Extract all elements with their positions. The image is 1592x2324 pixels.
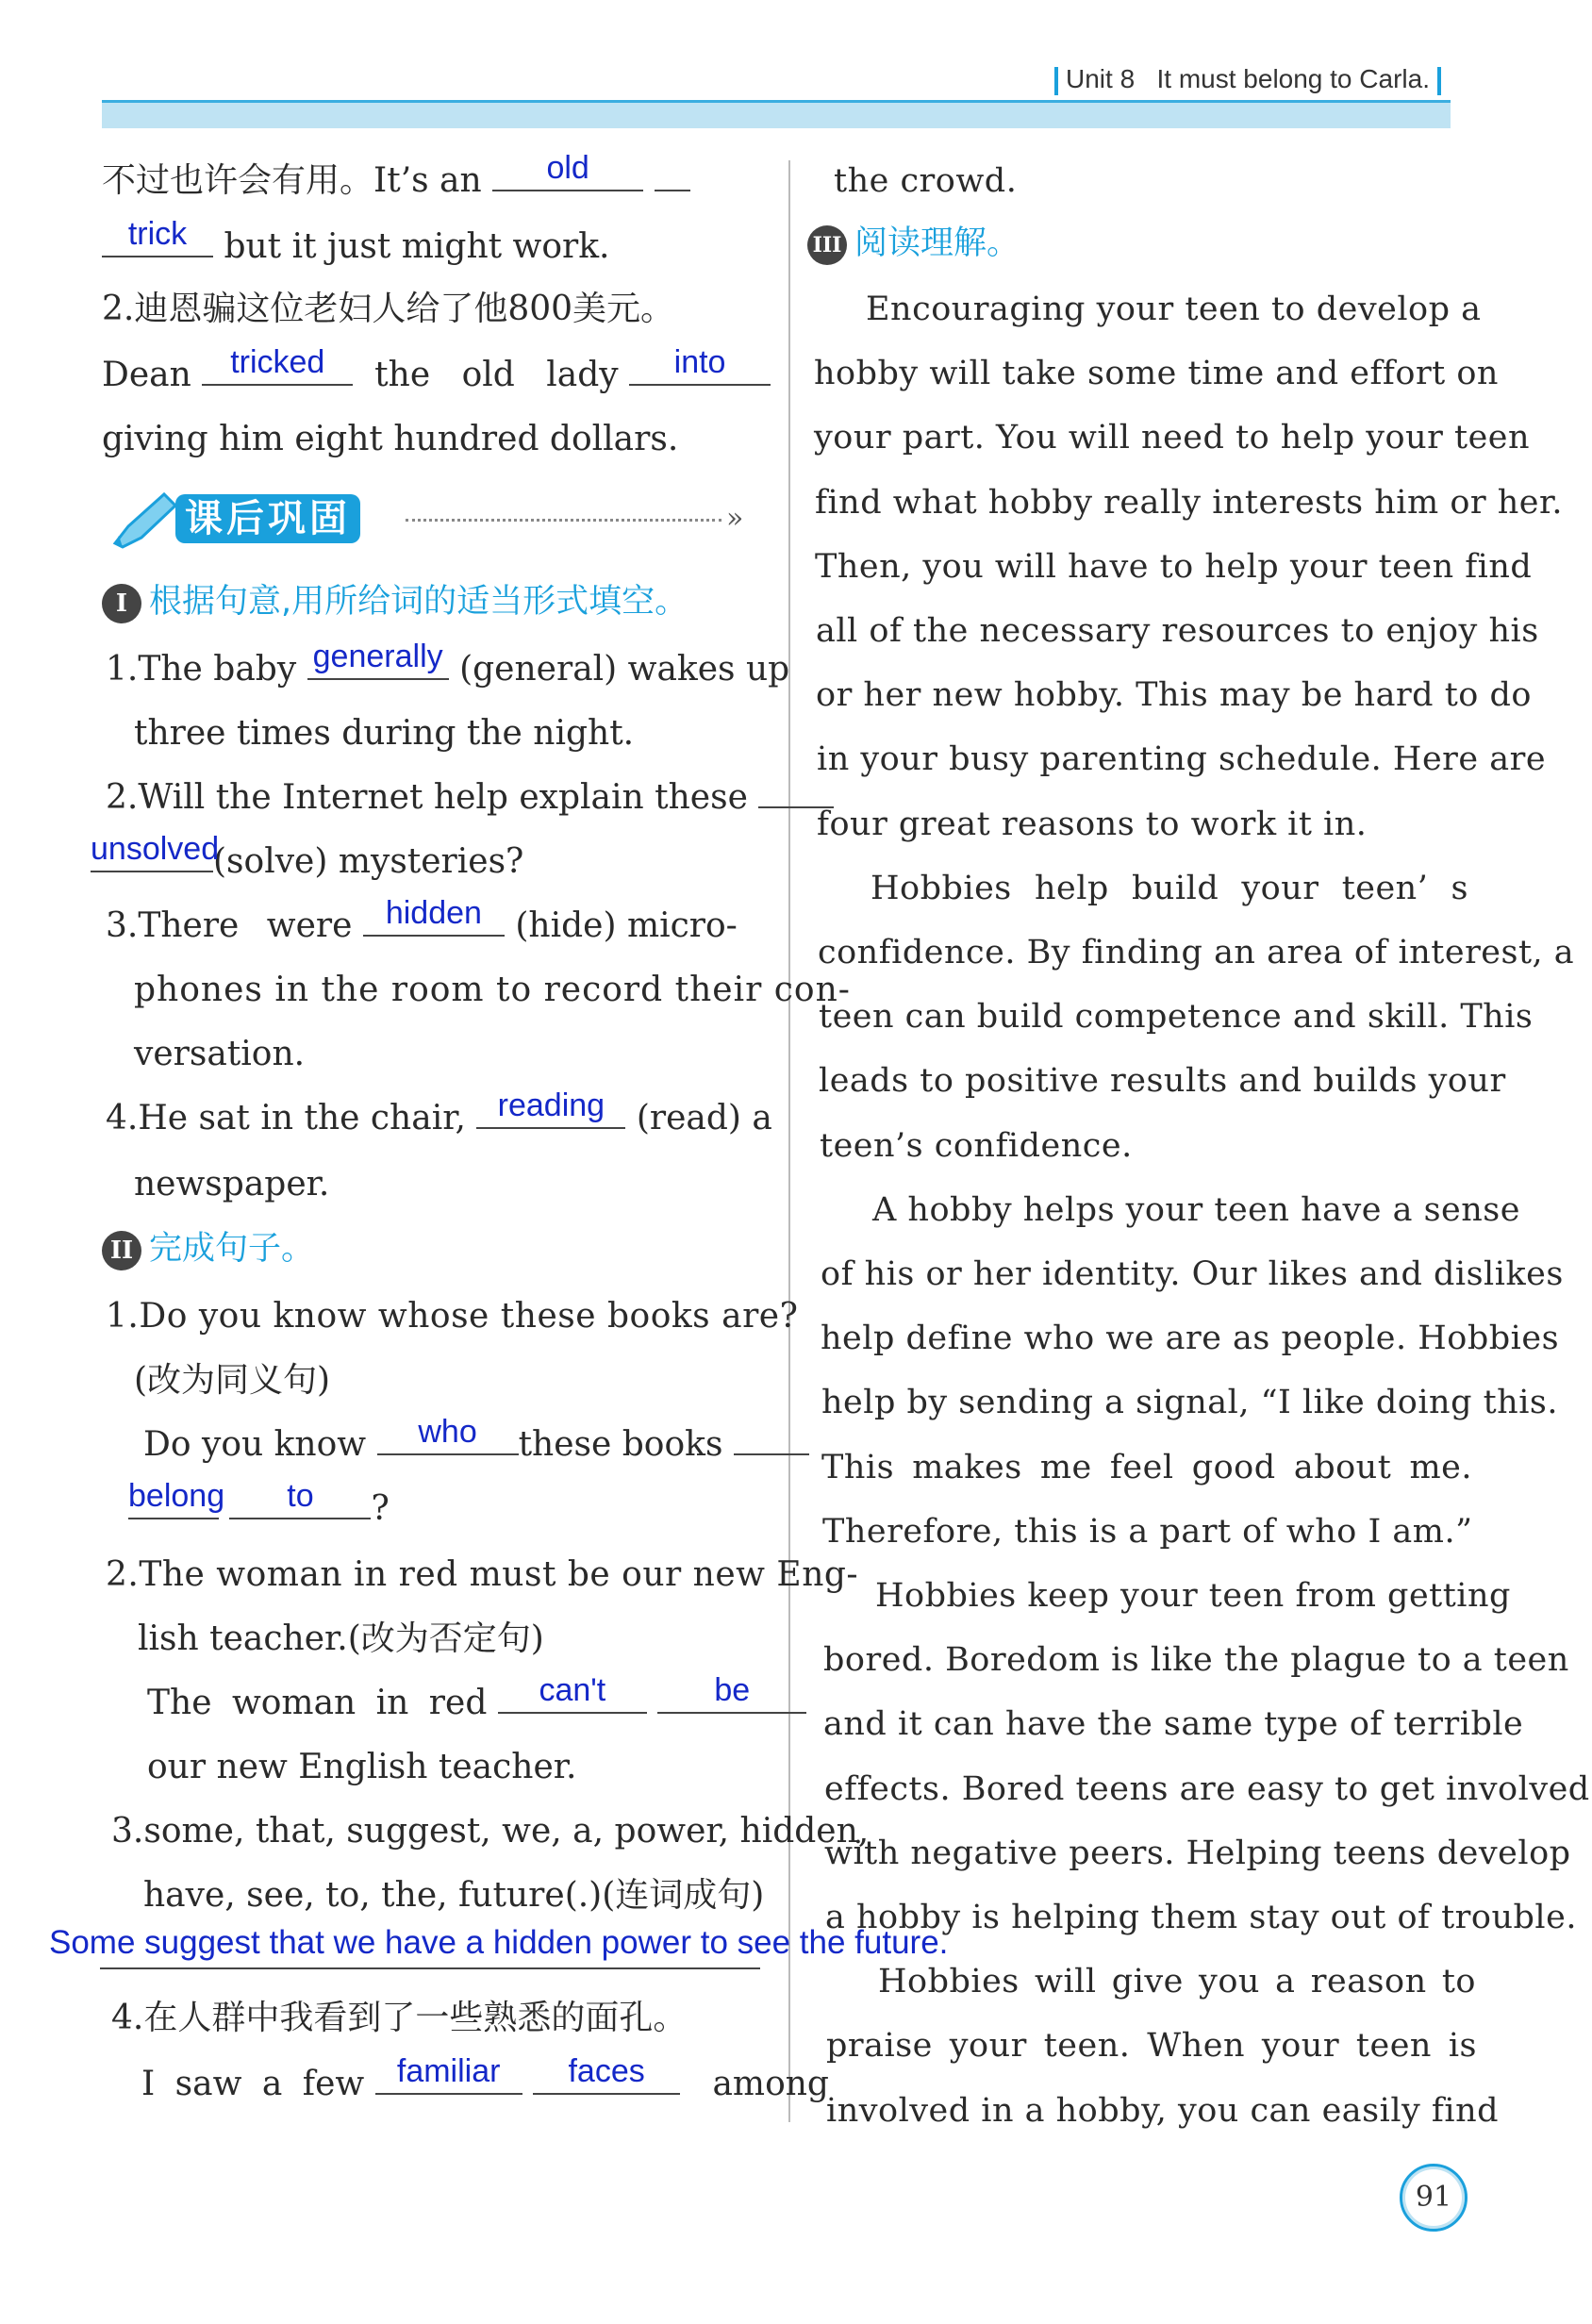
passage-line: your part. You will need to help your teen: [814, 419, 1531, 457]
passage-line: or her new hobby. This may be hard to do: [816, 676, 1532, 715]
page-number: 91: [1415, 2181, 1452, 2214]
s2-q3-answer[interactable]: Some suggest that we have a hidden power to see the future.: [49, 1924, 949, 1961]
left-line-1: 不过也许会有用。It’s an old: [102, 160, 690, 202]
passage-line: Then, you will have to help your teen find: [815, 547, 1533, 586]
blank-to[interactable]: to: [229, 1489, 371, 1519]
s1-q3-line2: phones in the room to record their con-: [134, 971, 851, 1009]
blank-unsolved[interactable]: unsolved: [91, 842, 213, 872]
s2-q2-line2: lish teacher.(改为否定句): [138, 1619, 544, 1658]
passage-line: involved in a hobby, you can easily find: [826, 2091, 1500, 2130]
passage-line: Hobbies keep your teen from getting: [875, 1577, 1511, 1615]
passage-line: hobby will take some time and effort on: [814, 355, 1499, 393]
passage-line: praise your teen. When your teen is: [826, 2027, 1477, 2066]
passage-line: four great reasons to work it in.: [817, 805, 1368, 843]
passage-line: teen’s confidence.: [820, 1126, 1133, 1165]
passage-line: all of the necessary resources to enjoy his: [816, 612, 1539, 650]
header-title: [1054, 64, 1441, 95]
passage-line: Hobbies help build your teen’ s: [871, 869, 1468, 907]
passage-line: leads to positive results and builds your: [819, 1062, 1506, 1101]
passage-line: This makes me feel good about me.: [821, 1448, 1472, 1486]
passage-line: help define who we are as people. Hobbies: [821, 1320, 1560, 1358]
left-line-2: trick but it just might work.: [102, 226, 610, 268]
s1-q3-line1: 3.There were hidden (hide) micro-: [106, 895, 738, 945]
s2-q2-line4: our new English teacher.: [147, 1748, 577, 1786]
s2-q2-line1: 2.The woman in red must be our new Eng-: [106, 1555, 859, 1594]
passage-line: teen can build competence and skill. This: [819, 998, 1534, 1037]
blank-be[interactable]: be: [657, 1684, 806, 1714]
s2-q1-line4: belong to ?: [128, 1478, 390, 1528]
s1-q3-line3: versation.: [134, 1035, 306, 1073]
passage-line: confidence. By finding an area of interest, a: [818, 934, 1575, 971]
section-3-title: III 阅读理解。: [807, 223, 1020, 265]
section-1-title: I 根据句意,用所给词的适当形式填空。: [102, 581, 688, 623]
s2-q2-line3: The woman in red can't be: [147, 1683, 806, 1724]
s2-q3-line1: 3.some, that, suggest, we, a, power, hidden,: [111, 1812, 870, 1851]
blank-belong[interactable]: belong: [128, 1489, 219, 1519]
blank-hidden[interactable]: hidden: [363, 906, 505, 937]
passage-line: a hobby is helping them stay out of trouble.: [825, 1899, 1577, 1936]
s2-q1-line1: 1.Do you know whose these books are?: [106, 1297, 799, 1336]
s2-q4-line2: I saw a few familiar faces among: [141, 2053, 829, 2103]
pencil-icon: [106, 489, 181, 549]
passage-line: bored. Boredom is like the plague to a teen: [823, 1641, 1569, 1680]
s1-q2-line1: 2.Will the Internet help explain these: [106, 777, 834, 819]
passage-line: Encouraging your teen to develop a: [866, 290, 1482, 328]
roman-2: II: [102, 1231, 141, 1270]
passage-line: and it can have the same type of terrible: [823, 1705, 1524, 1744]
blank-trick[interactable]: trick: [102, 227, 213, 257]
s2-q3-answer-line: [100, 1967, 760, 1969]
passage-line: A hobby helps your teen have a sense: [872, 1190, 1520, 1229]
blank-generally[interactable]: generally: [307, 650, 449, 680]
blank-familiar[interactable]: familiar: [375, 2065, 522, 2095]
passage-line: of his or her identity. Our likes and dislikes: [821, 1255, 1564, 1293]
header-line: [102, 100, 1451, 103]
passage-line: find what hobby really interests him or her.: [815, 483, 1564, 522]
unit-title: It must belong to Carla.: [1156, 64, 1430, 93]
banner-label: 课后巩固: [175, 494, 360, 543]
passage-line: Hobbies will give you a reason to: [878, 1963, 1476, 2001]
s1-q4-line1: 4.He sat in the chair, reading (read) a: [106, 1087, 772, 1137]
passage-line: help by sending a signal, “I like doing this.: [821, 1384, 1558, 1422]
roman-1: I: [102, 584, 141, 623]
blank-cant[interactable]: can't: [498, 1684, 647, 1714]
header-bar: [102, 102, 1451, 128]
s1-q1-line2: three times during the night.: [134, 714, 635, 753]
blank-faces[interactable]: faces: [533, 2065, 680, 2095]
blank-who[interactable]: who: [377, 1425, 519, 1455]
banner-dotted-line: [406, 519, 721, 522]
unit-label: Unit 8: [1066, 64, 1136, 93]
blank-old[interactable]: old: [492, 161, 643, 191]
blank-reading[interactable]: reading: [476, 1099, 625, 1129]
s1-q1-line: 1.The baby generally (general) wakes up: [106, 639, 790, 689]
section-2-title: II 完成句子。: [102, 1228, 314, 1270]
banner-arrow: »: [726, 502, 744, 535]
passage-line: with negative peers. Helping teens develop: [824, 1834, 1571, 1872]
section-banner: [106, 489, 389, 549]
passage-line: effects. Bored teens are easy to get involved: [824, 1769, 1590, 1808]
s2-q4-cn: 4.在人群中我看到了一些熟悉的面孔。: [111, 1999, 688, 2037]
s2-q3-line2: have, see, to, the, future(.)(连词成句): [143, 1876, 765, 1915]
passage-line: Therefore, this is a part of who I am.”: [822, 1512, 1473, 1551]
s2-q1-line3: Do you know who these books: [143, 1424, 809, 1466]
blank-into[interactable]: into: [629, 356, 771, 386]
blank-tricked[interactable]: tricked: [202, 356, 353, 386]
right-crowd: the crowd.: [834, 162, 1018, 200]
s1-q4-line2: newspaper.: [134, 1165, 330, 1204]
left-line-dean: Dean tricked the old lady into: [102, 355, 743, 396]
s2-q1-line2: (改为同义句): [134, 1361, 331, 1400]
passage-line: in your busy parenting schedule. Here are: [817, 740, 1547, 779]
s1-q2-line2: unsolved (solve) mysteries?: [91, 831, 524, 881]
left-q2-cn: 2.迪恩骗这位老妇人给了他800美元。: [102, 290, 675, 328]
left-giving: giving him eight hundred dollars.: [102, 420, 679, 458]
roman-3: III: [807, 225, 847, 265]
